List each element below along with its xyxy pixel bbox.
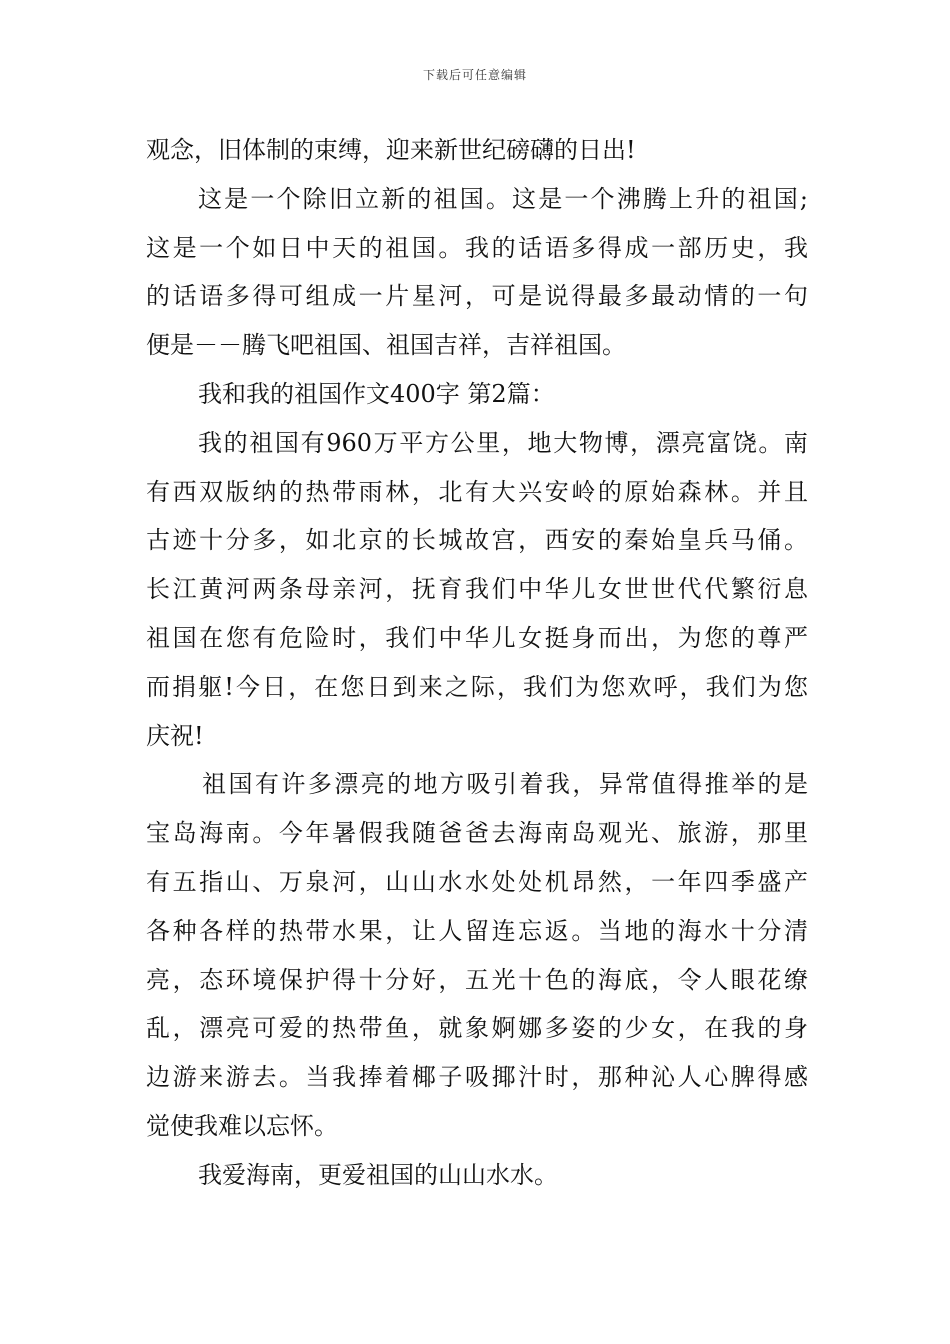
text-line: 古迹十分多，如北京的长城故宫，西安的秦始皇兵马俑。 [146,526,808,555]
text-line: 庆祝! [146,721,204,750]
text-line: 宝岛海南。今年暑假我随爸爸去海南岛观光、旅游，那里 [146,819,808,848]
text-line: 这是一个除旧立新的祖国。这是一个沸腾上升的祖国; [198,184,808,213]
text-line: 亮，态环境保护得十分好，五光十色的海底，令人眼花缭 [146,965,808,994]
text-line: 祖国在您有危险时，我们中华儿女挺身而出，为您的尊严 [146,623,808,652]
text-line: 边游来游去。当我捧着椰子吸揶汁时，那种沁人心脾得感 [146,1063,808,1092]
text-line: 觉使我难以忘怀。 [146,1111,338,1140]
section-heading: 我和我的祖国作文400字 第2篇： [198,379,555,408]
text-line: 便是－－腾飞吧祖国、祖国吉祥，吉祥祖国。 [146,331,626,360]
text-line: 的话语多得可组成一片星河，可是说得最多最动情的一句 [146,282,808,311]
text-line: 我爱海南，更爱祖国的山山水水。 [198,1160,558,1189]
text-line: 而捐躯!今日，在您日到来之际，我们为您欢呼，我们为您 [146,672,808,701]
text-line: 有五指山、万泉河，山山水水处处机昂然，一年四季盛产 [146,867,808,896]
text-line: 我的祖国有960万平方公里，地大物博，漂亮富饶。南 [198,428,808,457]
body-text [146,126,808,1200]
text-line: 长江黄河两条母亲河，抚育我们中华儿女世世代代繁衍息 [146,575,808,604]
text-line: 观念，旧体制的束缚，迎来新世纪磅礴的日出! [146,136,636,164]
text-line: 有西双版纳的热带雨林，北有大兴安岭的原始森林。并且 [146,477,808,506]
text-line: 各种各样的热带水果，让人留连忘返。当地的海水十分清 [146,916,808,945]
text-line: 这是一个如日中天的祖国。我的话语多得成一部历史，我 [146,233,808,262]
text-line: 乱，漂亮可爱的热带鱼，就象婀娜多姿的少女，在我的身 [146,1014,808,1043]
header-note: 下载后可任意编辑 [422,68,527,82]
text-line: 祖国有许多漂亮的地方吸引着我，异常值得推举的是 [202,770,808,799]
